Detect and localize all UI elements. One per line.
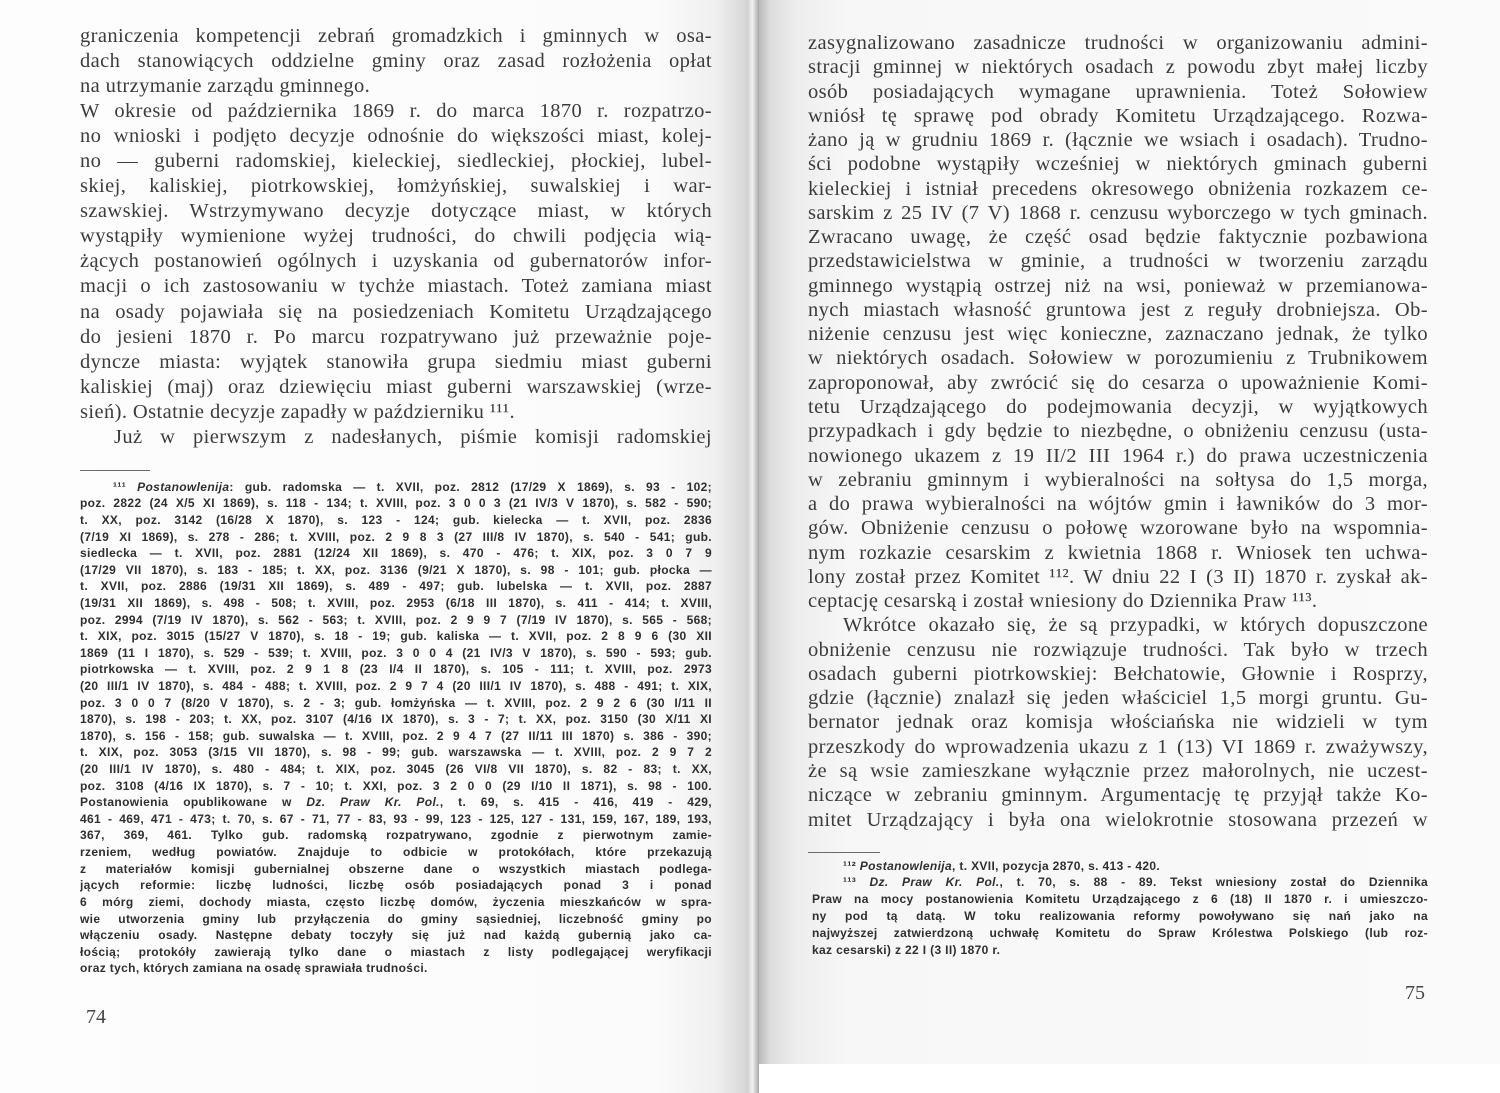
footnote-line: 6 mórg ziemi, dochody miasta, często liczbę domów, życzenia mieszkańców w spra- (80, 894, 712, 909)
body-text-line: wystąpiły wymienione wyżej trudności, do chwili podjęcia wią- (80, 225, 712, 248)
footnote-line: ¹¹³ Dz. Praw Kr. Pol., t. 70, s. 88 - 89. Tekst wniesiony został do Dziennika (843, 875, 1428, 890)
body-text-line: zasygnalizowano zasadnicze trudności w organizowaniu admini- (808, 32, 1428, 54)
body-text-line: W okresie od października 1869 r. do marca 1870 r. rozpatrzo- (80, 100, 712, 123)
footnote-line: (7/19 XI 1869), s. 278 - 286; t. XVIII, poz. 2 9 8 3 (27 III/8 IV 1870), s. 540 - 541; gub. (80, 529, 712, 544)
body-text-line: dyncze miasta: wyjątek stanowiła grupa siedmiu miast guberni (80, 350, 712, 373)
body-text-line: szawskiej. Wstrzymywano decyzje dotyczące miast, w których (80, 200, 712, 223)
footnote-line: 367, 369, 461. Tylko gub. radomską rozpatrywano, zgodnie z pierwotnym zamie- (80, 828, 712, 843)
body-text-line: osadach guberni piotrkowskiej: Bełchatowie, Głownie i Rosprzy, (808, 662, 1428, 685)
footnote-line: siedlecka — t. XVII, poz. 2881 (12/24 XII 1869), s. 470 - 476; t. XIX, poz. 3 0 7 9 (80, 546, 712, 561)
body-text-line: a do prawa wybieralności na wójtów gmin i ławników do 3 mor- (808, 493, 1428, 516)
body-text-line: bernator jednak oraz komisja włościańska nie widzieli w tym (808, 711, 1428, 734)
body-text-line: graniczenia kompetencji zebrań gromadzkich i gminnych w osa- (80, 25, 712, 47)
body-text-line: dach stanowiących oddzielne gminy oraz zasad rozłożenia opłat (80, 50, 712, 73)
footnote-line: najwyższej zatwierdzoną uchwałę Komitetu do Spraw Królestwa Polskiego (lub roz- (812, 925, 1428, 940)
footnote-line: ny pod tą datą. W toku realizowania reformy powoływano się nań jako na (812, 908, 1428, 923)
footnotes (80, 479, 712, 977)
page-left (0, 0, 747, 1093)
body-text-line: gów. Obniżenie cenzusu o połowę wzorowane było na wspomnia- (808, 517, 1428, 540)
footnote-line: 1869 (11 I 1870), s. 529 - 539; t. XVIII, poz. 3 0 0 4 (21 IV/3 V 1870), s. 590 - 593; gub. (80, 645, 712, 660)
body-text-line: tetu Urządzającego do podejmowania decyzji, w wyjątkowych (808, 395, 1428, 418)
body-text-line: na osady pojawiała się na posiedzeniach Komitetu Urządzającego (80, 300, 712, 323)
footnote-line: t. XIX, poz. 3053 (3/15 VII 1870), s. 98 - 99; gub. warszawska — t. XVIII, poz. 2 9 7 2 (80, 745, 712, 760)
body-text-line: przeszkody do wprowadzenia ukazu z 1 (13) VI 1869 r. zważywszy, (808, 735, 1428, 758)
body-text-line: żano ją w grudniu 1869 r. (łącznie we wsiach i osadach). Trudno- (808, 129, 1428, 152)
footnote-rule (808, 852, 880, 853)
footnote-line: jących reformie: liczbę ludności, liczbę osób posiadających ponad 3 i ponad (80, 878, 712, 893)
body-text-line: macji o ich zastosowaniu w tychże miastach. Toteż zamiana miast (80, 275, 712, 298)
footnote-line: poz. 2994 (7/19 IV 1870), s. 562 - 563; t. XVIII, poz. 2 9 9 7 (7/19 IV 1870), s. 565 - 568; (80, 612, 712, 627)
body-text-line: stracji gminnej w niektórych osadach z powodu zbyt małej liczby (808, 56, 1428, 79)
body-text-line: Wkrótce okazało się, że są przypadki, w których dopuszczone (843, 614, 1428, 637)
footnote-line: 461 - 469, 471 - 473; t. 70, s. 67 - 71, 77 - 83, 93 - 99, 123 - 125, 127 - 131, 159, 167, 189, 193, (80, 811, 712, 826)
body-text-line: sarskim z 25 IV (7 V) 1868 r. cenzusu wyborczego w tych gminach. (808, 201, 1428, 224)
footnote-line: t. XX, poz. 3142 (16/28 X 1870), s. 123 - 124; gub. kielecka — t. XVII, poz. 2836 (80, 512, 712, 527)
footnote-line: kaz cesarski) z 22 I (3 II) 1870 r. (812, 942, 1001, 957)
body-text-line: skiej, kaliskiej, piotrkowskiej, łomżyńskiej, suwalskiej i war- (80, 175, 712, 198)
footnote-line: z materiałów komisji gubernialnej obszerne dane o wszystkich miastach podlega- (80, 861, 712, 876)
footnote-line: poz. 2822 (24 X/5 XI 1869), s. 118 - 134; t. XVIII, poz. 3 0 0 3 (21 IV/3 V 1870), s. 582 - 590; (80, 496, 712, 511)
footnote-line: 1870), s. 156 - 158; gub. suwalska — t. XVIII, poz. 2 9 4 7 (27 II/11 III 1870) s. 386 - 390; (80, 728, 712, 743)
body-text-line: żących postanowień ogólnych i uzyskania od gubernatorów infor- (80, 250, 712, 273)
footnote-line: Praw na mocy postanowienia Komitetu Urządzającego z 6 (18) II 1870 r. i umieszczo- (812, 892, 1428, 907)
body-text-line: mitet Urządzający i była ona wielokrotnie stosowana przezeń w (808, 808, 1428, 831)
body-text-line: w niektórych osadach. Sołowiew w porozumieniu z Trubnikowem (808, 347, 1428, 370)
body-text-line: w zebraniu gminnym i wybieralności na sołtysa do 1,5 morga, (808, 468, 1428, 491)
body-text-line: Już w pierwszym z nadesłanych, piśmie komisji radomskiej (114, 425, 712, 448)
body-text-line: osób posiadających wymagane uprawnienia. Toteż Sołowiew (808, 80, 1428, 103)
footnote-line: (19/31 XII 1869), s. 498 - 508; t. XVIII, poz. 2953 (6/18 III 1870), s. 411 - 414; t. XVIII, (80, 595, 712, 610)
page-number: 75 (1405, 982, 1425, 1004)
body-text (80, 24, 712, 450)
body-text-line: do jesieni 1870 r. Po marcu rozpatrywano już przeważnie poje- (80, 325, 712, 348)
footnote-line: Postanowienia opublikowane w Dz. Praw Kr. Pol., t. 69, s. 415 - 416, 419 - 429, (80, 795, 712, 810)
footnote-line: ¹¹² Postanowlenija, t. XVII, pozycja 2870, s. 413 - 420. (843, 858, 1161, 873)
footnote-line: t. XIX, poz. 3015 (15/27 V 1870), s. 18 - 19; gub. kaliska — t. XVII, poz. 2 8 9 6 (30 XII (80, 629, 712, 644)
body-text-line: niczące w zebraniu gminnym. Argumentację tę przyjął także Ko- (808, 784, 1428, 807)
footnote-line: łością; protokóły zawierają tylko dane o miastach z listy podlegającej weryfikacji (80, 944, 712, 959)
body-text-line: no wnioski i podjęto decyzje odnośnie do większości miast, kolej- (80, 125, 712, 148)
footnote-line: (17/29 VII 1870), s. 183 - 185; t. XX, poz. 3136 (9/21 X 1870), s. 98 - 101; gub. płocka — (80, 562, 712, 577)
footnote-line: (20 III/1 IV 1870), s. 484 - 488; t. XVIII, poz. 2 9 7 4 (20 III/1 IV 1870), s. 488 - 491; t. XIX, (80, 679, 712, 693)
body-text-line: nym rozkazie cesarskim z kwietnia 1868 r. Wniosek ten uchwa- (808, 541, 1428, 564)
body-text-line: sień). Ostatnie decyzje zapadły w październiku ¹¹¹. (80, 400, 516, 423)
body-text-line: na utrzymanie zarządu gminnego. (80, 75, 371, 98)
body-text-line: ceptację cesarską i został wniesiony do Dziennika Praw ¹¹³. (808, 590, 1318, 613)
body-text-line: przedstawicielstwa w gminie, a trudności w tworzeniu zarządu (808, 250, 1428, 273)
body-text-line: nowionego ukazem z 19 II/2 III 1964 r.) do prawa uczestniczenia (808, 444, 1428, 467)
footnote-line: wie utworzenia gminy lub przyłączenia do gminy sąsiedniej, liczebność gminy po (80, 911, 712, 926)
footnote-line: (20 III/1 IV 1870), s. 480 - 484; t. XIX, poz. 3045 (26 VI/8 VII 1870), s. 82 - 83; t. XX, (80, 762, 712, 777)
footnote-line: piotrkowska — t. XVIII, poz. 2 9 1 8 (23 I/4 II 1870), s. 105 - 111; t. XVIII, poz. 2973 (80, 662, 712, 677)
body-text-line: niżenie cenzusu jest więc konieczne, zaznaczano jednak, że tylko (808, 323, 1428, 346)
body-text-line: no — guberni radomskiej, kieleckiej, siedleckiej, płockiej, lubel- (80, 150, 712, 173)
body-text-line: gminnego wystąpią ostrzej niż na wsi, ponieważ w przemianowa- (808, 274, 1428, 297)
footnote-line: włączeniu osady. Następne debaty toczyły się już nad każdą gubernią jako ca- (80, 928, 712, 943)
footnote-line: oraz tych, których zamiana na osadę sprawiała trudności. (80, 961, 428, 976)
body-text-line: ści podobne wystąpiły wcześniej w niektórych gminach guberni (808, 153, 1428, 176)
body-text-line: wniósł tę sprawę pod obrady Komitetu Urządzającego. Rozwa- (808, 104, 1428, 127)
footnote-line: rzeniem, według powiatów. Znajduje to odbicie w protokółach, które przekazują (80, 845, 712, 860)
footnote-line: ¹¹¹ Postanowlenija: gub. radomska — t. XVII, poz. 2812 (17/29 X 1869), s. 93 - 102; (113, 479, 712, 494)
page-number: 74 (86, 1006, 106, 1028)
book-gutter (747, 0, 759, 1093)
page-right (759, 0, 1500, 1064)
footnote-rule (80, 470, 150, 471)
body-text-line: kieleckiej i istniał precedens okresowego obniżenia rozkazem ce- (808, 177, 1428, 200)
body-text-line: lony został przez Komitet ¹¹². W dniu 22 I (3 II) 1870 r. zyskał ak- (808, 565, 1428, 588)
footnotes (812, 858, 1428, 959)
body-text (808, 31, 1428, 832)
body-text-line: że są wsie zamieszkane wyłącznie przez małorolnych, nie uczest- (808, 759, 1428, 782)
footnote-line: poz. 3108 (4/16 IX 1870), s. 7 - 10; t. XXI, poz. 3 2 0 0 (29 I/10 II 1871), s. 98 - 100. (80, 778, 712, 793)
body-text-line: nych miastach własność gruntowa jest z reguły drobniejsza. Ob- (808, 298, 1428, 321)
body-text-line: kaliskiej (maj) oraz dziewięciu miast guberni warszawskiej (wrze- (80, 375, 712, 398)
footnote-line: t. XVII, poz. 2886 (19/31 XII 1869), s. 489 - 497; gub. lubelska — t. XVII, poz. 2887 (80, 579, 712, 594)
body-text-line: obniżenie cenzusu nie rozwiązuje trudności. Tak było w trzech (808, 638, 1428, 661)
footnote-line: poz. 3 0 0 7 (8/20 V 1870), s. 2 - 3; gub. łomżyńska — t. XVIII, poz. 2 9 2 6 (30 I/11 II (80, 695, 712, 710)
body-text-line: Zwracano uwagę, że część osad będzie faktycznie pozbawiona (808, 226, 1428, 249)
body-text-line: zaproponował, aby zwrócić się do cesarza o upoważnienie Komi- (808, 371, 1428, 394)
body-text-line: gdzie (łącznie) znalazł się jeden właściciel 1,5 morgi gruntu. Gu- (808, 687, 1428, 710)
footnote-line: 1870), s. 198 - 203; t. XX, poz. 3107 (4/16 IX 1870), s. 3 - 7; t. XX, poz. 3150 (30 X/11 XI (80, 712, 712, 727)
body-text-line: przypadkach i gdy będzie to niezbędne, o obniżeniu cenzusu (usta- (808, 420, 1428, 443)
